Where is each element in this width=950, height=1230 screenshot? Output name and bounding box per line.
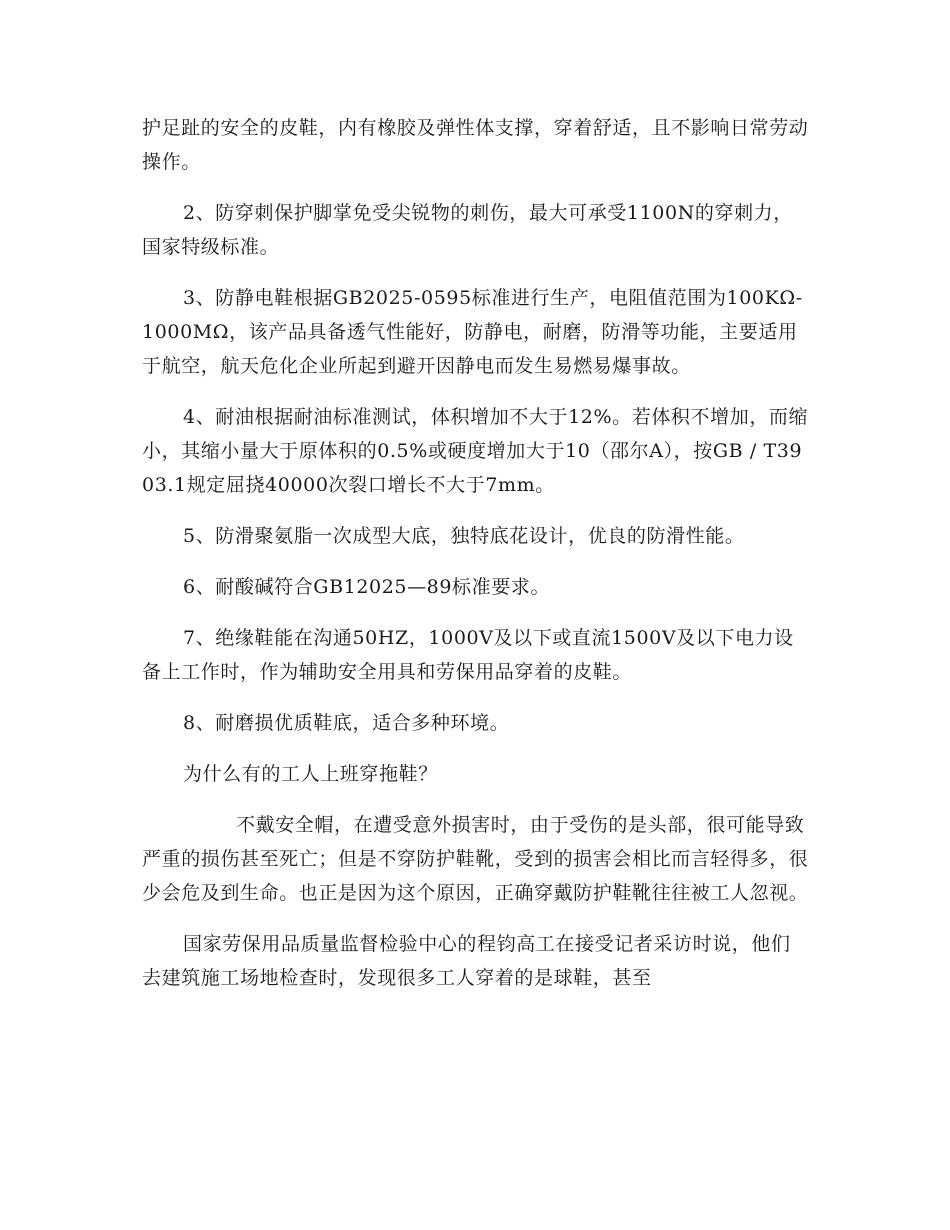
paragraph-safety-helmet: 不戴安全帽，在遭受意外损害时，由于受伤的是头部，很可能导致严重的损伤甚至死亡；但是不穿防护鞋靴，受到的损害会相比而言轻得多，很少会危及到生命。也正是因为这个原因，正确穿戴防护鞋靴往往被工人忽视。 bbox=[142, 814, 809, 904]
section-question: 为什么有的工人上班穿拖鞋？ bbox=[183, 763, 438, 785]
paragraph-item-6: 6、耐酸碱符合GB12025—89标准要求。 bbox=[183, 576, 551, 598]
paragraph-item-8: 8、耐磨损优质鞋底，适合多种环境。 bbox=[183, 712, 510, 734]
paragraph-continuation: 护足趾的安全的皮鞋，内有橡胶及弹性体支撑，穿着舒适，且不影响日常劳动操作。 bbox=[142, 117, 809, 173]
paragraph-item-7: 7、绝缘鞋能在沟通50HZ，1000V及以下或直流1500V及以下电力设备上工作时，作为辅助安全用具和劳保用品穿着的皮鞋。 bbox=[142, 627, 794, 683]
paragraph-item-4: 4、耐油根据耐油标准测试，体积增加不大于12%。若体积不增加，而缩小，其缩小量大于原体积的0.5%或硬度增加大于10（邵尔A），按GB / T3903.1规定屈挠40000次裂口增长不大于7mm。 bbox=[142, 406, 809, 496]
paragraph-item-3: 3、防静电鞋根据GB2025-0595标准进行生产，电阻值范围为100KΩ-1000MΩ，该产品具备透气性能好，防静电，耐磨，防滑等功能，主要适用于航空，航天危化企业所起到避开因静电而发生易燃易爆事故。 bbox=[142, 287, 803, 377]
paragraph-item-2: 2、防穿刺保护脚掌免受尖锐物的刺伤，最大可承受1100N的穿刺力，国家特级标准。 bbox=[142, 202, 793, 258]
document-body bbox=[142, 111, 810, 1012]
paragraph-item-5: 5、防滑聚氨脂一次成型大底，独特底花设计，优良的防滑性能。 bbox=[183, 525, 745, 547]
paragraph-interview: 国家劳保用品质量监督检验中心的程钧高工在接受记者采访时说，他们去建筑施工场地检查时，发现很多工人穿着的是球鞋，甚至 bbox=[142, 933, 791, 989]
